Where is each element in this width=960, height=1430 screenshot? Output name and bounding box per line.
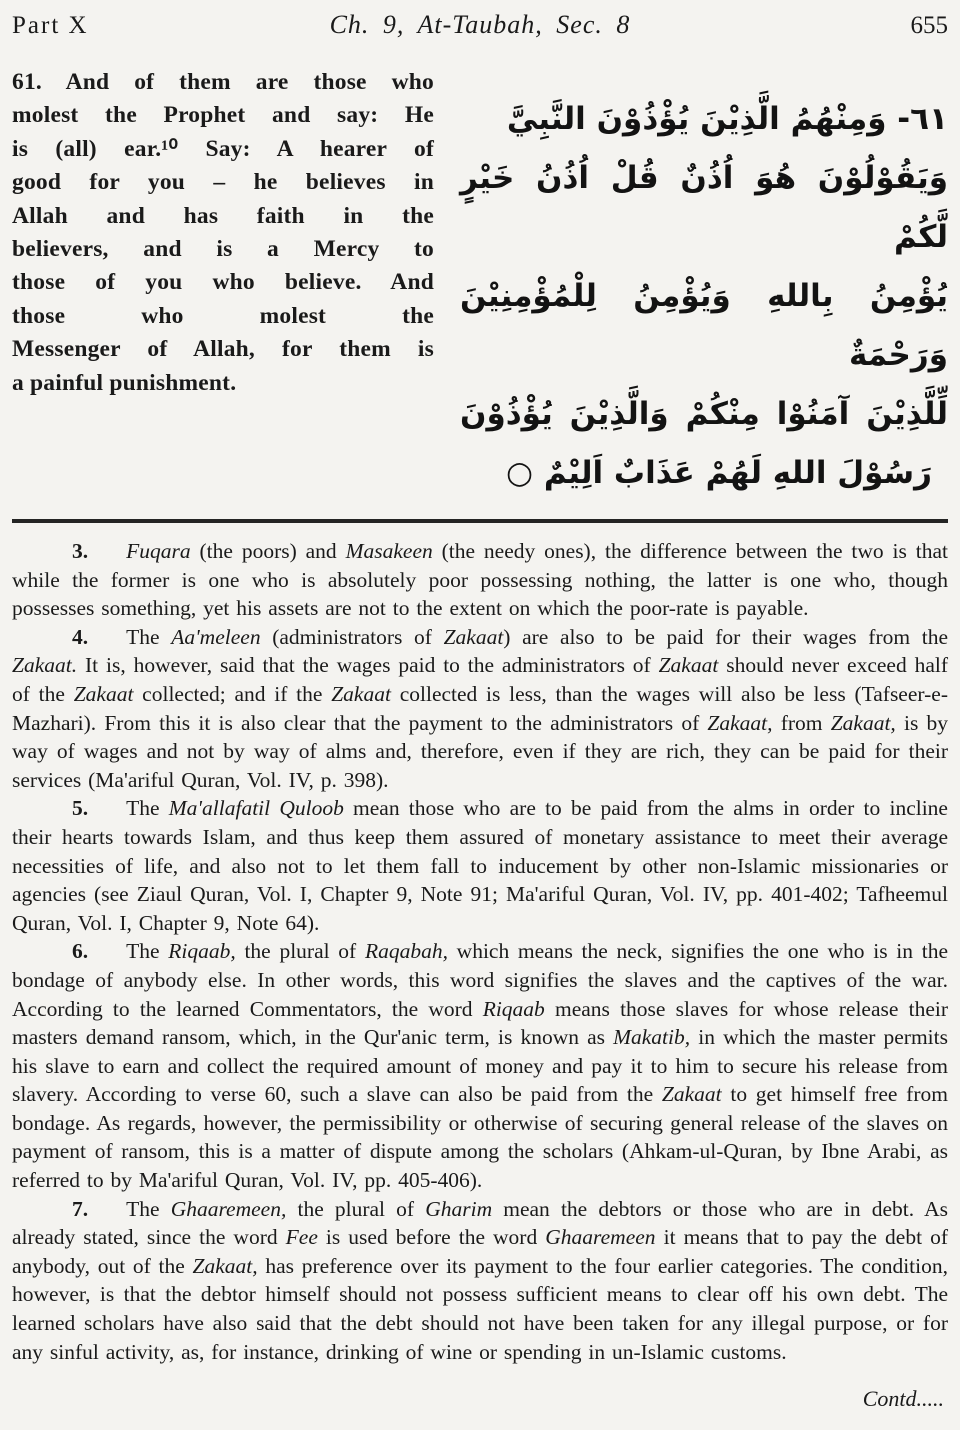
footnote-text-segment: (the poors) and: [190, 539, 346, 563]
footnote-text-segment: Zakaat,: [192, 1253, 258, 1278]
verse-section: [12, 66, 948, 503]
footnote-number: 6.: [72, 939, 89, 964]
footnote-text-segment: Zakaat: [661, 1082, 722, 1107]
footnote-text-segment: it means that to pay the debt of anybody, out of the: [12, 1225, 948, 1278]
footnote-number: 7.: [72, 1196, 89, 1221]
footnote-text-segment: mean those who are to be paid from the alms in order to incline their hearts towards Islam, and thus keep them assured of monetary assistance to meet their average necessities of life, and also not to let them fall to inducement by other non-Islamic missionaries or agencies (see Ziaul Quran, Vol. I, Chapter 9, Note 91; Ma'ariful Quran, Vol. IV, pp. 401-402; Tafheemul Quran, Vol. I, Chapter 9, Note 64).: [12, 796, 948, 935]
translation-line: those of you who believe. And: [12, 269, 434, 296]
page-header: [12, 8, 948, 40]
footnote-text-segment: should never exceed half of the: [12, 653, 948, 706]
arabic-line: ٦١- وَمِنْهُمُ الَّذِيْنَ يُؤْذُوْنَ النَّبِيَّ: [506, 101, 948, 137]
footnote-text-segment: The: [126, 624, 172, 649]
footnote-text-segment: has preference over its payment to the four earlier categories. The condition, however, is that the debtor himself should not possess sufficient means to clear off his own debt. The learned scholars have also said that the debt should not have been taken for any illegal purpose, or for any sinful activity, as, for instance, drinking of wine or spending in un-Islamic customs.: [12, 1253, 949, 1364]
footnote-text-segment: in which the master permits his slave to earn and collect the required amount of money and pay it to him to secure his release from slavery. According to verse 60, such a slave can also be paid from the: [12, 1025, 948, 1107]
footnote-text-segment: Gharim: [425, 1196, 493, 1221]
footnote-text-segment: The: [126, 796, 169, 821]
footnote-text-segment: Zakaat: [658, 653, 719, 678]
footnote-text-segment: the plural of: [286, 1196, 426, 1221]
footnote-text-segment: (administrators of: [260, 624, 444, 649]
header-part-label: Part X: [12, 12, 89, 39]
footnote-text-segment: mean the debtors or those who are in debt. As already stated, since the word: [12, 1196, 948, 1250]
contd-label: Contd.....: [862, 1386, 944, 1411]
footnote-text-segment: Fee: [285, 1225, 318, 1250]
footnote: [12, 623, 948, 795]
footnote-text-segment: Riqaab,: [168, 939, 236, 964]
footnote-text-segment: Zakaat,: [707, 710, 773, 735]
footnote-text-segment: Zakaat: [73, 681, 134, 706]
footnote-number: 5.: [72, 796, 89, 821]
translation-line: good for you – he believes in: [12, 169, 434, 196]
arabic-line: يُؤْمِنُ بِاللهِ وَيُؤْمِنُ لِلْمُؤْمِنِيْنَ وَرَحْمَةٌ: [460, 278, 948, 373]
footnote-text-segment: Zakaat.: [12, 653, 78, 678]
footnote-text-segment: means those slaves for whose release their masters demand ransom, which, in the Qur'anic term, is known as: [12, 996, 948, 1050]
footnote-text-segment: Ghaaremeen,: [170, 1196, 287, 1221]
footnote-text-segment: collected is less, than the wages will also be less (Tafseer-e-Mazhari). From this it is also clear that the payment to the administrators of: [12, 681, 948, 735]
footnote-text-segment: Masakeen: [345, 539, 433, 563]
footnote-text-segment: Makatib,: [613, 1025, 691, 1050]
footnote-text-segment: Zakaat: [331, 681, 391, 706]
footnote: [12, 1195, 948, 1367]
footnote: [12, 937, 948, 1194]
footnote-text-segment: to get himself free from bondage. As regards, however, the permissibility or otherwise of securing general release of the slaves on payment of ransom, this is a matter of dispute among the scholars (Ahkam-ul-Quran, by Ibne Arabi, as referred to by Ma'ariful Quran, Vol. IV, pp. 405-406).: [12, 1082, 948, 1193]
footnote-text-segment: is used before the word: [317, 1225, 546, 1250]
footnote: [12, 794, 948, 937]
header-chapter-title: Ch. 9, At-Taubah, Sec. 8: [329, 10, 631, 39]
verse-translation: [12, 66, 434, 503]
footnote-text-segment: which means the neck, signifies the one who is in the bondage of anybody else. In other words, this word signifies the slaves and the captives of the war. According to the learned Commentators, the word: [12, 939, 949, 1021]
footnote-text-segment: Aa'meleen: [171, 624, 261, 649]
section-divider: [12, 519, 948, 523]
footnote-text-segment: Raqabah,: [364, 939, 448, 964]
arabic-line: لِّلَّذِيْنَ آمَنُوْا مِنْكُمْ وَالَّذِيْنَ يُؤْذُوْنَ: [460, 396, 948, 432]
translation-line: Messenger of Allah, for them is: [12, 336, 434, 363]
header-page-number: 655: [910, 12, 948, 39]
footnote-text-segment: collected; and if the: [133, 681, 332, 706]
footnote-number: 3.: [72, 539, 89, 563]
translation-line: a painful punishment.: [12, 369, 237, 396]
footnote-text-segment: from: [772, 710, 831, 735]
footnote-text-segment: Riqaab: [482, 996, 545, 1021]
footnotes-section: [12, 537, 948, 1366]
translation-line: Allah and has faith in the: [12, 202, 434, 229]
footnote-text-segment: Zakaat: [443, 624, 504, 649]
footnote-text-segment: Ghaaremeen: [545, 1225, 656, 1250]
footnote-text-segment: The: [126, 939, 169, 964]
footnote-text-segment: Fuqara: [126, 539, 191, 563]
footnote-text-segment: ) are also to be paid for their wages from the: [503, 624, 949, 649]
footnote-text-segment: is by way of wages and not by way of alms and, therefore, even if they are rich, they can be paid for their services (Ma'ariful Quran, Vol. IV, p. 398).: [12, 710, 948, 792]
arabic-line: رَسُوْلَ اللهِ لَهُمْ عَذَابٌ اَلِيْمٌ ○: [506, 455, 932, 491]
footnote-number: 4.: [72, 624, 89, 649]
translation-line: believers, and is a Mercy to: [12, 236, 434, 263]
verse-arabic: [460, 90, 948, 503]
footnote-text-segment: It is, however, said that the wages paid to the administrators of: [77, 653, 659, 678]
footnote-text-segment: The: [126, 1196, 171, 1221]
arabic-line: وَيَقُوْلُوْنَ هُوَ اُذُنٌ قُلْ اُذُنُ خَيْرٍ لَّكُمْ: [460, 160, 948, 255]
translation-line: is (all) ear.¹⁰ Say: A hearer of: [12, 135, 434, 162]
footnote-text-segment: Ma'allafatil Quloob: [168, 796, 344, 821]
footnote-text-segment: (the needy ones), the difference between the two is that while the former is one who is absolutely poor possessing nothing, the latter is one who, though possesses something, yet his assets are not to the extent on which the poor-rate is payable.: [12, 539, 949, 621]
translation-line: molest the Prophet and say: He: [12, 102, 434, 129]
translation-line: 61. And of them are those who: [12, 69, 434, 95]
footnote: [12, 537, 948, 623]
footnote-text-segment: Zakaat,: [830, 710, 896, 735]
translation-line: those who molest the: [12, 302, 434, 329]
footnote-text-segment: the plural of: [235, 939, 365, 964]
